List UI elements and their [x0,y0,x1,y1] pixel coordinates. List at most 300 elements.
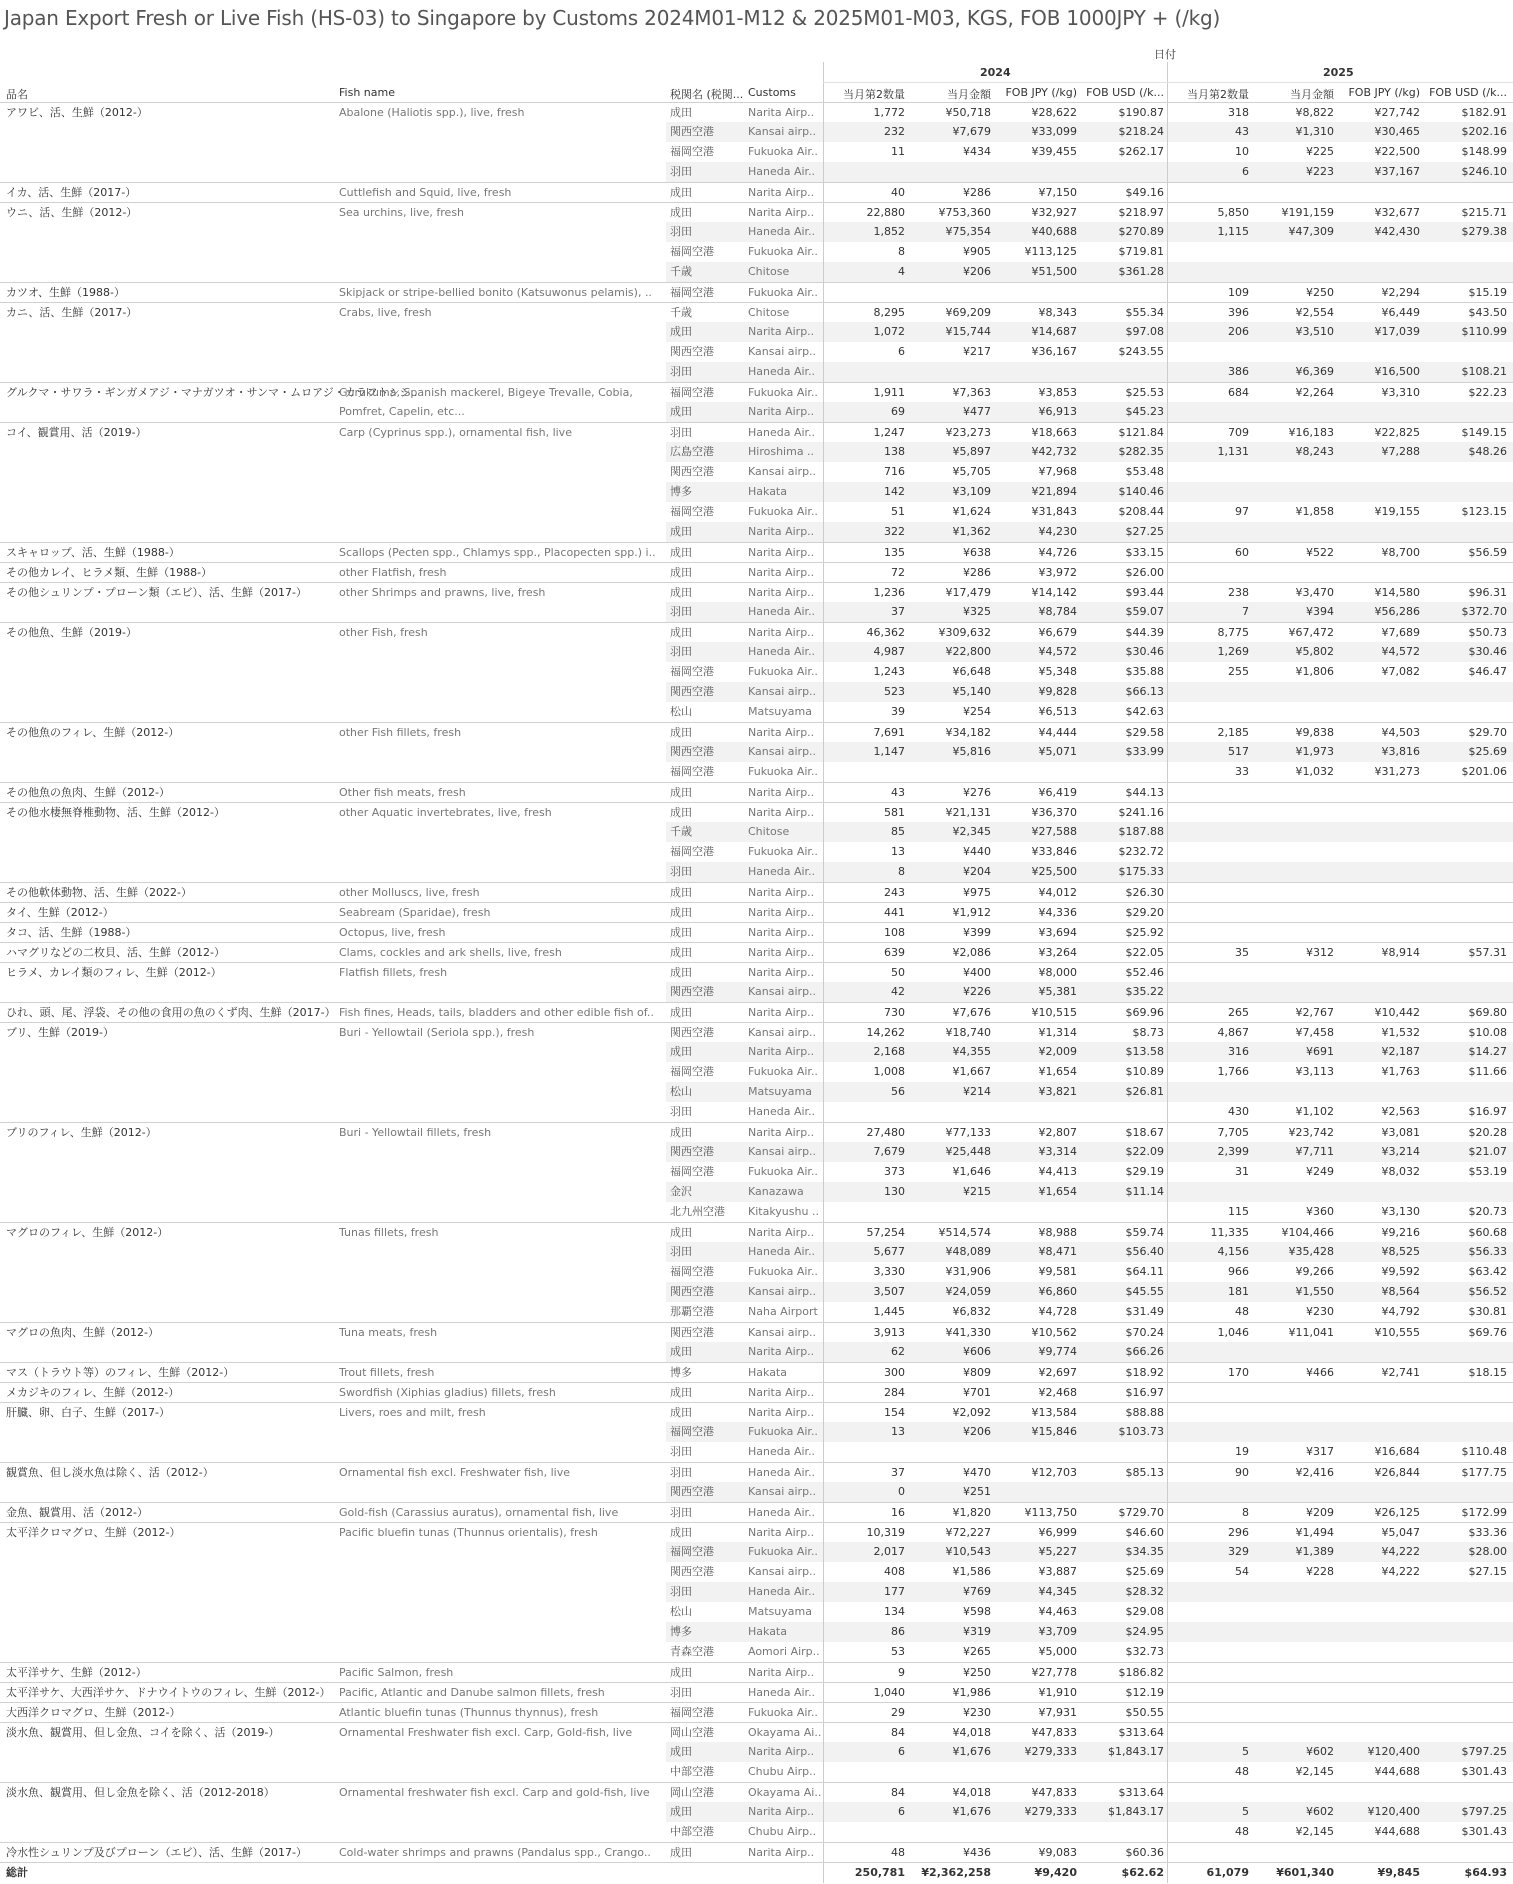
amount-2025-cell: ¥6,369 [1295,365,1334,378]
port-cell: 福岡空港 [670,665,714,678]
table-row[interactable] [0,1362,1513,1383]
customs-cell: Kansai airp.. [748,1285,817,1298]
customs-cell: Narita Airp.. [748,966,815,979]
product-cell [6,322,332,342]
port-cell: 中部空港 [670,1765,714,1778]
table-row[interactable] [0,502,1513,522]
customs-cell: Narita Airp.. [748,1406,815,1419]
amount-2024-cell: ¥23,273 [945,426,991,439]
table-row[interactable] [0,682,1513,702]
qty-2025-cell: 1,115 [1217,225,1249,238]
table-row[interactable] [0,122,1513,142]
fob-usd-2024-cell: $59.74 [1125,1226,1164,1239]
qty-2024-cell: 13 [891,845,905,858]
table-row[interactable] [0,782,1513,803]
fob-usd-2024-cell: $31.49 [1125,1305,1164,1318]
table-row[interactable] [0,1782,1513,1803]
fob-jpy-2025-cell: ¥3,310 [1381,386,1420,399]
qty-2024-cell: 730 [884,1006,905,1019]
table-row[interactable] [0,962,1513,983]
table-row[interactable] [0,322,1513,342]
amount-2025-cell [1249,462,1334,482]
fob-jpy-2024-cell: ¥10,562 [1031,1326,1077,1339]
fob-usd-2024-cell: $190.87 [1118,106,1164,119]
fish-name-cell [339,262,663,282]
table-row[interactable] [0,1382,1513,1403]
table-row[interactable] [0,302,1513,323]
amount-2025-cell [1249,923,1334,943]
customs-cell: Narita Airp.. [748,1805,815,1818]
qty-2024-cell: 14,262 [866,1026,905,1039]
fish-name-cell [339,642,663,662]
fob-jpy-2024-cell: ¥42,732 [1031,445,1077,458]
table-row[interactable] [0,1282,1513,1302]
fob-jpy-2025-cell [1334,963,1420,983]
table-row[interactable] [0,1322,1513,1343]
amount-2024-cell: ¥434 [963,145,991,158]
fish-name-cell: Ornamental Freshwater fish excl. Carp, Gold-fish, live [339,1726,633,1739]
qty-2025-cell [1167,1383,1249,1403]
table-row[interactable] [0,722,1513,743]
qty-2024-cell: 8,295 [873,306,905,319]
fob-usd-2024-cell: $70.24 [1125,1326,1164,1339]
table-row[interactable] [0,1422,1513,1442]
qty-2024-cell [823,1442,905,1462]
fish-name-cell [339,842,663,862]
fob-usd-2025-cell: $108.21 [1461,365,1507,378]
table-row[interactable] [0,1002,1513,1023]
fob-jpy-2024-cell: ¥47,833 [1031,1786,1077,1799]
fob-usd-2025-cell [1420,1342,1507,1362]
table-row[interactable] [0,742,1513,762]
product-cell [6,682,332,702]
fish-name-cell [339,242,663,262]
amount-2025-cell: ¥1,550 [1295,1285,1334,1298]
fish-name-cell: Swordfish (Xiphias gladius) fillets, fresh [339,1386,556,1399]
fob-jpy-2025-cell [1334,903,1420,923]
amount-2024-cell: ¥1,667 [952,1065,991,1078]
table-row[interactable] [0,822,1513,842]
product-cell [6,482,332,502]
port-cell: 成田 [670,1745,692,1758]
qty-2025-cell: 54 [1235,1565,1249,1578]
fob-jpy-2024-cell: ¥7,931 [1038,1706,1077,1719]
amount-2024-cell: ¥69,209 [945,306,991,319]
amount-2024-cell: ¥77,133 [945,1126,991,1139]
fob-jpy-2025-cell [1334,563,1420,583]
product-cell: 淡水魚、観賞用、但し金魚、コイを除く、活（2019-） [6,1726,280,1739]
table-row[interactable] [0,1562,1513,1582]
qty-2024-cell: 10,319 [866,1526,905,1539]
table-row[interactable] [0,482,1513,502]
table-row[interactable] [0,1082,1513,1102]
qty-2024-cell: 53 [891,1645,905,1658]
amount-2024-cell: ¥809 [963,1366,991,1379]
product-cell [6,462,332,482]
qty-2024-cell: 716 [884,465,905,478]
table-row[interactable] [0,922,1513,943]
fob-usd-2024-cell: $361.28 [1118,265,1164,278]
amount-2025-cell [1249,702,1334,722]
port-cell: 関西空港 [670,1285,714,1298]
fob-jpy-2024-cell [991,762,1077,782]
fob-usd-2024-cell [1077,1762,1164,1782]
customs-cell: Fukuoka Air.. [748,1425,818,1438]
qty-2025-cell: 396 [1228,306,1249,319]
table-row[interactable] [0,662,1513,682]
table-row[interactable] [0,1202,1513,1222]
product-cell: イカ、活、生鮮（2017-） [6,186,137,199]
fob-jpy-2025-cell [1334,1683,1420,1703]
port-cell: 羽田 [670,1105,692,1118]
product-cell [6,342,332,362]
fob-usd-2025-cell: $30.81 [1468,1305,1507,1318]
qty-2024-cell: 154 [884,1406,905,1419]
fob-jpy-2024-cell: ¥3,709 [1038,1625,1077,1638]
table-row[interactable] [0,762,1513,782]
fish-name-cell: Pacific Salmon, fresh [339,1666,454,1679]
table-row[interactable] [0,1022,1513,1043]
table-row[interactable] [0,1542,1513,1562]
table-row[interactable] [0,422,1513,443]
table-row[interactable] [0,1182,1513,1202]
customs-cell: Kanazawa [748,1185,804,1198]
amount-2024-cell: ¥1,820 [952,1506,991,1519]
product-cell [6,1062,332,1082]
col-header-usd-2025[interactable]: FOB USD (/k... [1429,86,1507,99]
table-row[interactable] [0,1062,1513,1082]
product-cell [6,162,332,182]
customs-cell: Narita Airp.. [748,1006,815,1019]
fob-usd-2024-cell: $88.88 [1125,1406,1164,1419]
customs-cell: Narita Airp.. [748,325,815,338]
col-header-usd-2024[interactable]: FOB USD (/k... [1086,86,1164,99]
fob-jpy-2025-cell: ¥16,500 [1374,365,1420,378]
port-cell: 博多 [670,1366,692,1379]
fob-usd-2024-cell: $66.26 [1125,1345,1164,1358]
table-row[interactable] [0,1702,1513,1723]
col-header-qty-2025[interactable]: 当月第2数量 [1187,88,1249,101]
fob-usd-2024-cell: $1,843.17 [1108,1805,1164,1818]
product-cell: グルクマ・サワラ・ギンガメアジ・マナガツオ・サンマ・ムロアジ・カラフトシシ.. [6,386,418,399]
table-row[interactable] [0,1582,1513,1602]
qty-2025-cell [1167,1843,1249,1863]
col-header-amount-2024[interactable]: 当月金額 [947,88,991,101]
table-row[interactable] [0,1222,1513,1243]
amount-2024-cell: ¥1,676 [952,1805,991,1818]
col-header-jpy-2025[interactable]: FOB JPY (/kg) [1348,86,1420,99]
table-row[interactable] [0,1442,1513,1462]
fob-jpy-2025-cell [1334,183,1420,203]
port-cell: 岡山空港 [670,1726,714,1739]
fob-usd-2025-cell: $30.46 [1468,645,1507,658]
qty-2024-cell: 0 [898,1485,905,1498]
fob-jpy-2025-cell: ¥9,592 [1381,1265,1420,1278]
table-row[interactable] [0,1482,1513,1502]
table-row[interactable] [0,222,1513,242]
qty-2025-cell: 1,766 [1217,1065,1249,1078]
amount-2024-cell [905,762,991,782]
qty-2024-cell: 13 [891,1425,905,1438]
fob-usd-2025-cell [1420,1843,1507,1863]
table-row[interactable] [0,1262,1513,1282]
table-row[interactable] [0,1462,1513,1483]
amount-2024-cell: ¥204 [963,865,991,878]
table-row[interactable] [0,1762,1513,1782]
qty-2024-cell: 8 [898,245,905,258]
fob-usd-2025-cell: $20.28 [1468,1126,1507,1139]
fish-name-cell: Cuttlefish and Squid, live, fresh [339,186,512,199]
total-row[interactable] [0,1862,1513,1883]
fob-usd-2024-cell [1077,762,1164,782]
qty-2025-cell: 5,850 [1217,206,1249,219]
product-cell: その他魚、生鮮（2019-） [6,626,137,639]
fob-usd-2025-cell: $63.42 [1468,1265,1507,1278]
qty-2025-cell [1167,1182,1249,1202]
product-cell: ブリのフィレ、生鮮（2012-） [6,1126,157,1139]
table-row[interactable] [0,1122,1513,1143]
port-cell: 金沢 [670,1185,692,1198]
table-row[interactable] [0,102,1513,123]
table-row[interactable] [0,262,1513,282]
col-header-product[interactable]: 品名 [6,88,28,101]
fob-usd-2024-cell: $35.88 [1125,665,1164,678]
amount-2025-cell: ¥1,032 [1295,765,1334,778]
table-row[interactable] [0,842,1513,862]
qty-2025-cell: 238 [1228,586,1249,599]
col-header-amount-2025[interactable]: 当月金額 [1290,88,1334,101]
table-row[interactable] [0,1742,1513,1762]
table-row[interactable] [0,1302,1513,1322]
table-row[interactable] [0,1662,1513,1683]
table-row[interactable] [0,602,1513,622]
customs-cell: Fukuoka Air.. [748,1165,818,1178]
table-row[interactable] [0,1602,1513,1622]
fob-usd-2025-cell: $123.15 [1461,505,1507,518]
fob-jpy-2025-cell: ¥2,563 [1381,1105,1420,1118]
fob-usd-2025-cell: $301.43 [1461,1765,1507,1778]
table-row[interactable] [0,642,1513,662]
amount-2025-cell: ¥191,159 [1281,206,1334,219]
amount-2025-cell: ¥691 [1306,1045,1334,1058]
table-row[interactable] [0,402,1513,422]
amount-2025-cell: ¥5,802 [1295,645,1334,658]
amount-2024-cell: ¥701 [963,1386,991,1399]
qty-2025-cell [1167,1342,1249,1362]
col-header-qty-2024[interactable]: 当月第2数量 [843,88,905,101]
fish-name-cell [339,1262,663,1282]
table-row[interactable] [0,362,1513,382]
table-row[interactable] [0,1682,1513,1703]
fish-name-cell: Seabream (Sparidae), fresh [339,906,491,919]
fob-jpy-2024-cell: ¥27,588 [1031,825,1077,838]
fob-usd-2025-cell [1420,1482,1507,1502]
qty-2025-cell [1167,462,1249,482]
table-row[interactable] [0,442,1513,462]
fob-usd-2025-cell [1420,183,1507,203]
port-cell: 羽田 [670,1445,692,1458]
amount-2025-cell: ¥1,389 [1295,1545,1334,1558]
table-row[interactable] [0,1802,1513,1822]
table-row[interactable] [0,462,1513,482]
table-row[interactable] [0,702,1513,722]
amount-2025-cell [1249,1182,1334,1202]
customs-cell: Fukuoka Air.. [748,505,818,518]
fob-jpy-2024-cell [991,362,1077,382]
qty-2025-cell [1167,1403,1249,1423]
table-row[interactable] [0,882,1513,903]
table-row[interactable] [0,562,1513,583]
customs-cell: Chitose [748,265,790,278]
fob-jpy-2025-cell: ¥8,525 [1381,1245,1420,1258]
table-row[interactable] [0,1342,1513,1362]
fob-usd-2025-cell: $11.66 [1468,1065,1507,1078]
fob-jpy-2024-cell: ¥4,728 [1038,1305,1077,1318]
qty-2024-cell [823,1102,905,1122]
table-row[interactable] [0,1522,1513,1543]
table-row[interactable] [0,542,1513,563]
table-row[interactable] [0,582,1513,603]
total-qty-2024-cell: 250,781 [854,1866,905,1879]
table-row[interactable] [0,902,1513,923]
table-row[interactable] [0,622,1513,643]
customs-cell: Kansai airp.. [748,685,817,698]
table-row[interactable] [0,142,1513,162]
fob-jpy-2025-cell [1334,1482,1420,1502]
table-row[interactable] [0,342,1513,362]
fob-jpy-2024-cell: ¥9,828 [1038,685,1077,698]
fish-name-cell [339,1822,663,1842]
fish-name-cell: other Shrimps and prawns, live, fresh [339,586,546,599]
fish-name-cell [339,762,663,782]
table-row[interactable] [0,1502,1513,1523]
col-header-port[interactable]: 税関名 (税関... [670,88,744,101]
product-cell: アワビ、活、生鮮（2012-） [6,106,148,119]
customs-cell: Kansai airp.. [748,345,817,358]
table-row[interactable] [0,1822,1513,1842]
table-row[interactable] [0,202,1513,223]
table-row[interactable] [0,942,1513,963]
col-header-customs[interactable]: Customs [748,86,796,99]
table-row[interactable] [0,282,1513,303]
amount-2025-cell: ¥8,243 [1295,445,1334,458]
qty-2024-cell: 232 [884,125,905,138]
customs-cell: Haneda Air.. [748,645,816,658]
fob-usd-2024-cell: $46.60 [1125,1526,1164,1539]
table-row[interactable] [0,802,1513,823]
fob-jpy-2025-cell: ¥120,400 [1367,1805,1420,1818]
table-row[interactable] [0,1402,1513,1423]
product-cell: その他シュリンプ・プローン類（エビ）、活、生鮮（2017-） [6,586,308,599]
product-cell [6,1622,332,1642]
fob-jpy-2024-cell: ¥8,784 [1038,605,1077,618]
fob-usd-2024-cell: $22.09 [1125,1145,1164,1158]
col-header-jpy-2024[interactable]: FOB JPY (/kg) [1005,86,1077,99]
fob-jpy-2024-cell: ¥3,887 [1038,1565,1077,1578]
table-row[interactable] [0,522,1513,542]
fob-usd-2025-cell: $60.68 [1468,1226,1507,1239]
port-cell: 福岡空港 [670,386,714,399]
fob-jpy-2024-cell: ¥2,807 [1038,1126,1077,1139]
fob-usd-2024-cell: $32.73 [1125,1645,1164,1658]
product-cell [6,1442,332,1462]
fish-name-cell: Flatfish fillets, fresh [339,966,448,979]
amount-2025-cell: ¥317 [1306,1445,1334,1458]
fob-usd-2024-cell: $26.00 [1125,566,1164,579]
fob-jpy-2025-cell: ¥8,032 [1381,1165,1420,1178]
table-row[interactable] [0,382,1513,403]
fob-usd-2024-cell: $175.33 [1118,865,1164,878]
amount-2025-cell [1249,783,1334,803]
fish-name-cell [339,162,663,182]
fob-jpy-2025-cell [1334,1622,1420,1642]
customs-cell: Haneda Air.. [748,426,816,439]
fish-name-cell [339,482,663,502]
product-cell: マグロのフィレ、生鮮（2012-） [6,1226,169,1239]
table-row[interactable] [0,1242,1513,1262]
fob-jpy-2025-cell: ¥30,465 [1374,125,1420,138]
fob-jpy-2025-cell [1334,1602,1420,1622]
customs-cell: Narita Airp.. [748,1126,815,1139]
fob-usd-2025-cell [1420,1683,1507,1703]
table-row[interactable] [0,1162,1513,1182]
customs-cell: Fukuoka Air.. [748,765,818,778]
fish-name-cell [339,1642,663,1662]
fob-jpy-2024-cell: ¥14,687 [1031,325,1077,338]
fish-name-cell: Ornamental fish excl. Freshwater fish, live [339,1466,571,1479]
qty-2025-cell [1167,402,1249,422]
table-row[interactable] [0,1622,1513,1642]
fob-usd-2024-cell: $59.07 [1125,605,1164,618]
table-row[interactable] [0,862,1513,882]
table-row[interactable] [0,1642,1513,1662]
fish-name-cell [339,122,663,142]
table-row[interactable] [0,1042,1513,1062]
fob-usd-2025-cell [1420,1703,1507,1723]
qty-2025-cell: 1,131 [1217,445,1249,458]
table-row[interactable] [0,182,1513,203]
col-header-fish[interactable]: Fish name [339,86,395,99]
qty-2024-cell: 1,008 [873,1065,905,1078]
fish-name-cell [339,1802,663,1822]
table-row[interactable] [0,242,1513,262]
table-row[interactable] [0,1842,1513,1863]
table-row[interactable] [0,162,1513,182]
customs-cell: Kansai airp.. [748,1485,817,1498]
product-cell: スキャロップ、活、生鮮（1988-） [6,546,180,559]
customs-cell: Hakata [748,1366,787,1379]
fob-jpy-2025-cell [1334,1422,1420,1442]
fish-name-cell: Pacific bluefin tunas (Thunnus orientalis), fresh [339,1526,598,1539]
fob-jpy-2025-cell: ¥4,792 [1381,1305,1420,1318]
qty-2025-cell [1167,803,1249,823]
amount-2025-cell: ¥1,310 [1295,125,1334,138]
fob-jpy-2025-cell [1334,1663,1420,1683]
table-row[interactable] [0,982,1513,1002]
amount-2024-cell: ¥598 [963,1605,991,1618]
table-row[interactable] [0,1722,1513,1743]
fob-jpy-2025-cell: ¥3,081 [1381,1126,1420,1139]
table-row[interactable] [0,1102,1513,1122]
amount-2025-cell [1249,883,1334,903]
fob-usd-2025-cell [1420,1182,1507,1202]
product-cell: 肝臓、卵、白子、生鮮（2017-） [6,1406,170,1419]
amount-2024-cell: ¥206 [963,265,991,278]
amount-2025-cell: ¥360 [1306,1205,1334,1218]
table-row[interactable] [0,1142,1513,1162]
qty-2024-cell [823,1762,905,1782]
fob-jpy-2025-cell: ¥4,572 [1381,645,1420,658]
